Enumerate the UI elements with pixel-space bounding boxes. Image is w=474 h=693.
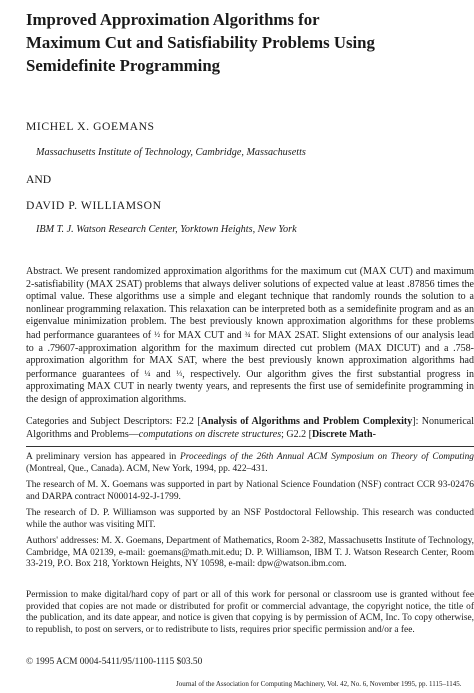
title-line-1: Improved Approximation Algorithms for (26, 10, 320, 29)
author-affiliation-2: IBM T. J. Watson Research Center, Yorktown Heights, New York (36, 224, 297, 235)
copyright-notice: © 1995 ACM 0004-5411/95/1100-1115 $03.50 (26, 657, 203, 667)
prelim-text-a: A preliminary version has appeared in (26, 452, 177, 462)
paper-title (26, 8, 466, 77)
abstract-part-1: Abstract. We present randomized approximation algorithms for the maximum cut (MAX CUT) and maximum 2-satisfiability (MAX 2SAT) problems that always deliver solutions of expected value at least .87856 times the optimal value. These algorithms use a simple and elegant technique that randomly rounds the solution to a nonlinear programming relaxation. This relaxation can be interpreted both as a semidefinite program and as an eigenvalue minimization problem. The best previously known approximation algorithms for these problems had performance guarantees of (26, 266, 474, 341)
abstract-part-4: and (156, 368, 171, 380)
footnote-williamson-support: The research of D. P. Williamson was supported by an NSF Postdoctoral Fellowship. This research was conducted while the author was visiting MIT. (26, 508, 474, 530)
abstract-part-2: for MAX CUT and (163, 329, 242, 341)
fraction-half: ½ (154, 329, 161, 339)
abstract (26, 266, 474, 407)
author-name-1: MICHEL X. GOEMANS (26, 120, 155, 133)
subject-descriptors (26, 416, 474, 441)
title-line-2: Maximum Cut and Satisfiability Problems Using (26, 33, 375, 52)
descriptors-bold-2: Discrete Math- (311, 428, 376, 440)
author-separator: AND (26, 173, 52, 186)
footnote-permission: Permission to make digital/hard copy of part or all of this work for personal or classroom use is granted without fee provided that copies are not made or distributed for profit or commercial advantage, the copyright notice, the title of the publication, and its date appear, and notice is given that copying is by permission of ACM, Inc. To copy otherwise, to republish, to post on servers, or to redistribute to lists, requires prior specific permission and/or a fee. (26, 590, 474, 635)
footnote-preliminary-version (26, 452, 474, 475)
author-affiliation-1: Massachusetts Institute of Technology, Cambridge, Massachusetts (36, 147, 306, 158)
prelim-proceedings-title: Proceedings of the 26th Annual ACM Symposium on Theory of Computing (179, 452, 474, 462)
descriptors-mid-2: ; G2.2 [ (281, 428, 312, 440)
descriptors-prefix: Categories and Subject Descriptors: F2.2 [ (26, 416, 201, 427)
descriptors-mid-1: ]: Nonumerical Algorithms and Problems— (26, 416, 474, 440)
fraction-third: ⅓ (176, 368, 183, 378)
footnote-divider (26, 446, 474, 447)
footnote-goemans-support: The research of M. X. Goemans was supported in part by National Science Foundation (NSF) contract CCR 93-02476 and DARPA contract N00014-92-J-1799. (26, 480, 474, 502)
footnote-author-addresses: Authors' addresses: M. X. Goemans, Department of Mathematics, Room 2-382, Massachusetts Institute of Technology, Cambridge, MA 02139, e-mail: goemans@math.mit.edu; D. P. Williamson, IBM T. J. Watson Research Center, Room 33-219, P.O. Box 218, Yorktown Heights, NY 10598, e-mail: dpw@watson.ibm.com. (26, 536, 474, 570)
fraction-three-quarters: ¾ (244, 329, 251, 339)
abstract-part-3: for MAX 2SAT. Slight extensions of our analysis lead to a .79607-approximation algorithm for the maximum directed cut problem (MAX DICUT) and a .758-approximation algorithm for MAX SAT, where the best previously known approximation algorithms had performance guarantees of (26, 329, 474, 380)
descriptors-italic-1: computations on discrete structures (138, 428, 282, 440)
abstract-part-5: , respectively. Our algorithm gives the first substantial progress in approximating MAX CUT in nearly twenty years, and represents the first use of semidefinite programming in the design of approximation algorithms. (26, 368, 474, 405)
descriptors-bold-1: Analysis of Algorithms and Problem Complexity (200, 416, 413, 427)
journal-citation-footer: Journal of the Association for Computing Machinery, Vol. 42, No. 6, November 1995, pp. 1115–1145. (176, 680, 462, 688)
title-line-3: Semidefinite Programming (26, 56, 221, 75)
prelim-text-b: (Montreal, Que., Canada). ACM, New York, 1994, pp. 422–431. (26, 463, 268, 474)
fraction-quarter: ¼ (144, 368, 151, 378)
author-name-2: DAVID P. WILLIAMSON (26, 199, 162, 212)
